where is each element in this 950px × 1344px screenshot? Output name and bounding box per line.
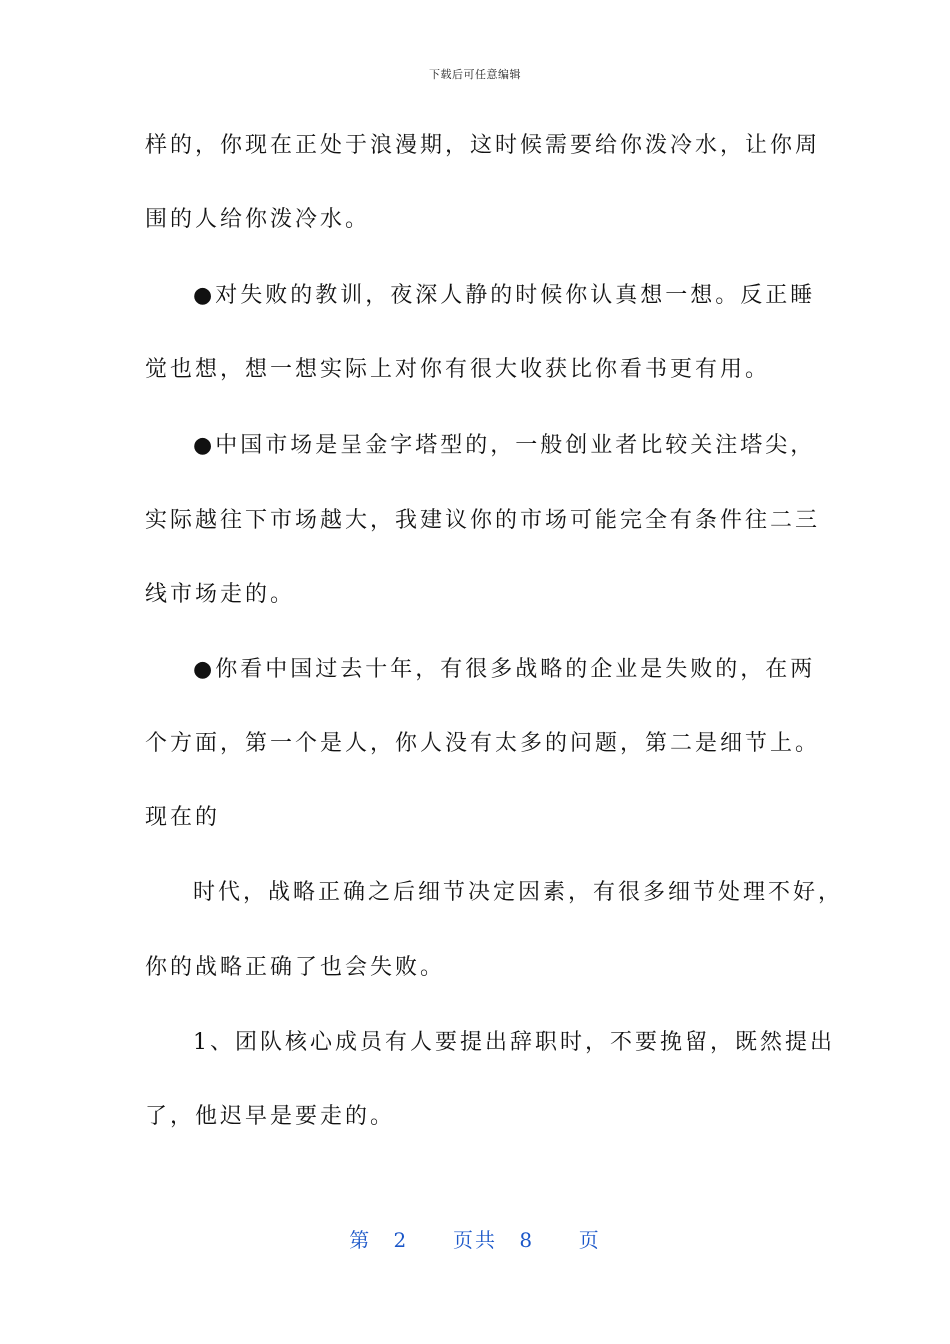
- page-number-footer: [0, 1224, 950, 1253]
- header-note: 下载后可任意编辑: [429, 68, 521, 81]
- numbered-paragraph-line: 1、团队核心成员有人要提出辞职时，不要挽留，既然提出: [193, 1030, 835, 1055]
- bullet-paragraph-line: ●对失败的教训，夜深人静的时候你认真想一想。反正睡: [193, 283, 816, 308]
- body-line: 你的战略正确了也会失败。: [145, 955, 446, 980]
- paragraph-line: 时代，战略正确之后细节决定因素，有很多细节处理不好，: [193, 880, 844, 905]
- body-line: 个方面，第一个是人，你人没有太多的问题，第二是细节上。: [145, 731, 821, 756]
- body-line: 围的人给你泼冷水。: [145, 207, 371, 232]
- body-line: 样的，你现在正处于浪漫期，这时候需要给你泼冷水，让你周: [145, 133, 821, 158]
- body-line: 了，他迟早是要走的。: [145, 1104, 396, 1129]
- body-line: 实际越往下市场越大，我建议你的市场可能完全有条件往二三: [145, 508, 821, 533]
- bullet-paragraph-line: ●你看中国过去十年，有很多战略的企业是失败的，在两: [193, 657, 816, 682]
- page-number-label: 第 2 页共 8 页: [349, 1228, 601, 1252]
- bullet-paragraph-line: ●中国市场是呈金字塔型的，一般创业者比较关注塔尖，: [193, 433, 816, 458]
- body-line: 觉也想，想一想实际上对你有很大收获比你看书更有用。: [145, 357, 771, 382]
- body-line: 线市场走的。: [145, 582, 296, 607]
- body-line: 现在的: [145, 805, 221, 830]
